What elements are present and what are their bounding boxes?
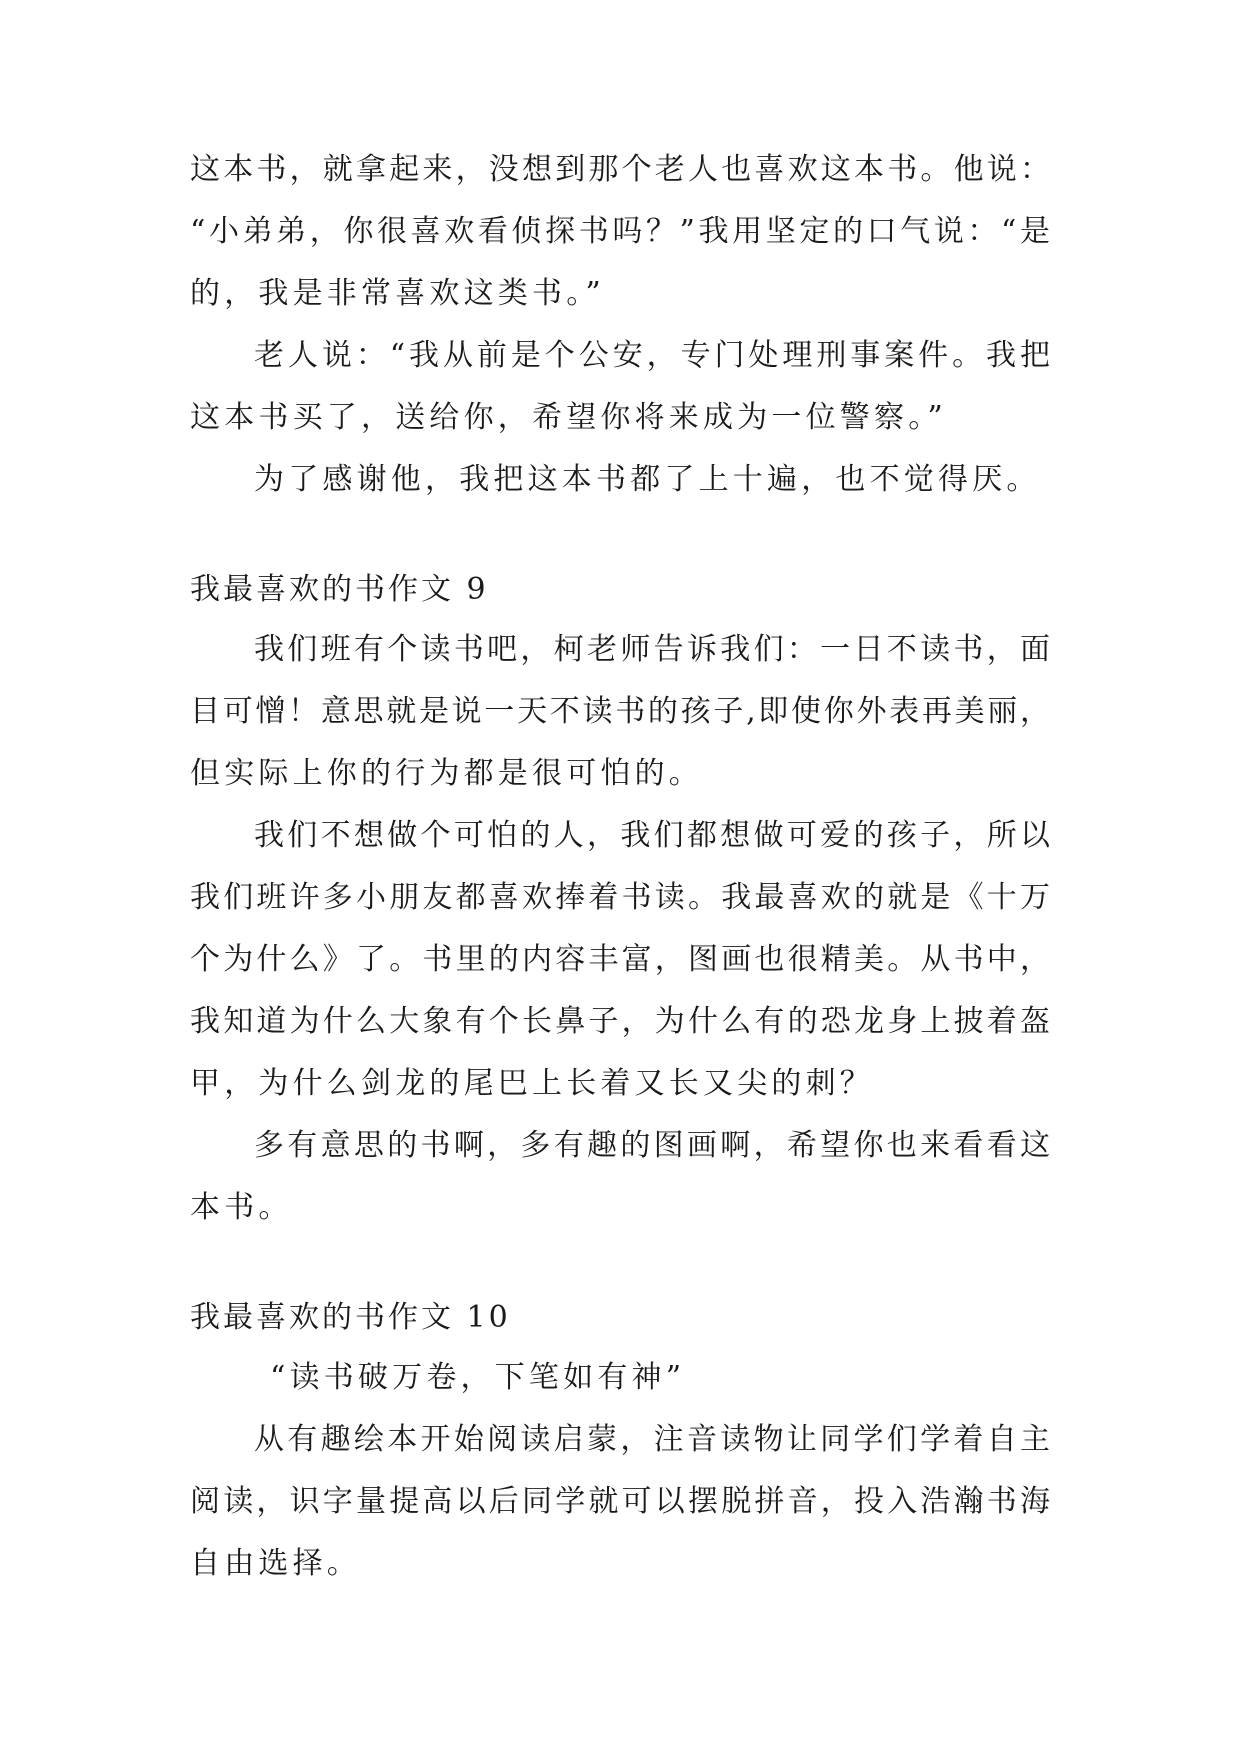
paragraph-line: 我们不想做个可怕的人，我们都想做可爱的孩子，所以 xyxy=(254,818,1050,853)
paragraph-line: 阅读，识字量提高以后同学就可以摆脱拼音，投入浩瀚书海 xyxy=(190,1484,1050,1519)
paragraph-line: 我们班有个读书吧，柯老师告诉我们：一日不读书，面 xyxy=(254,632,1050,667)
paragraph-line: 从有趣绘本开始阅读启蒙，注音读物让同学们学着自主 xyxy=(254,1422,1050,1457)
paragraph-line: 目可憎！意思就是说一天不读书的孩子,即使你外表再美丽， xyxy=(190,694,1050,729)
paragraph-line: 但实际上你的行为都是很可怕的。 xyxy=(190,756,703,791)
paragraph-line: 我们班许多小朋友都喜欢捧着书读。我最喜欢的就是《十万 xyxy=(190,880,1050,915)
paragraph-line: 这本书，就拿起来，没想到那个老人也喜欢这本书。他说： xyxy=(190,152,1050,187)
paragraph-line: 的，我是非常喜欢这类书。” xyxy=(190,276,605,311)
paragraph-line: 本书。 xyxy=(190,1190,293,1225)
paragraph-line: 多有意思的书啊，多有趣的图画啊，希望你也来看看这 xyxy=(254,1128,1050,1163)
section-heading: 我最喜欢的书作文 9 xyxy=(190,572,489,607)
paragraph-line: 个为什么》了。书里的内容丰富，图画也很精美。从书中， xyxy=(190,942,1050,977)
section-heading: 我最喜欢的书作文 10 xyxy=(190,1300,511,1335)
quote-line: “读书破万卷，下笔如有神” xyxy=(270,1360,686,1395)
paragraph-line: 为了感谢他，我把这本书都了上十遍，也不觉得厌。 xyxy=(254,462,1041,497)
paragraph-line: 这本书买了，送给你，希望你将来成为一位警察。” xyxy=(190,400,947,435)
paragraph-line: 老人说：“我从前是个公安，专门处理刑事案件。我把 xyxy=(254,338,1050,373)
paragraph-line: 我知道为什么大象有个长鼻子，为什么有的恐龙身上披着盔 xyxy=(190,1004,1050,1039)
paragraph-line: “小弟弟，你很喜欢看侦探书吗？”我用坚定的口气说：“是 xyxy=(190,214,1050,249)
paragraph-line: 甲，为什么剑龙的尾巴上长着又长又尖的刺？ xyxy=(190,1066,874,1101)
paragraph-line: 自由选择。 xyxy=(190,1546,361,1581)
